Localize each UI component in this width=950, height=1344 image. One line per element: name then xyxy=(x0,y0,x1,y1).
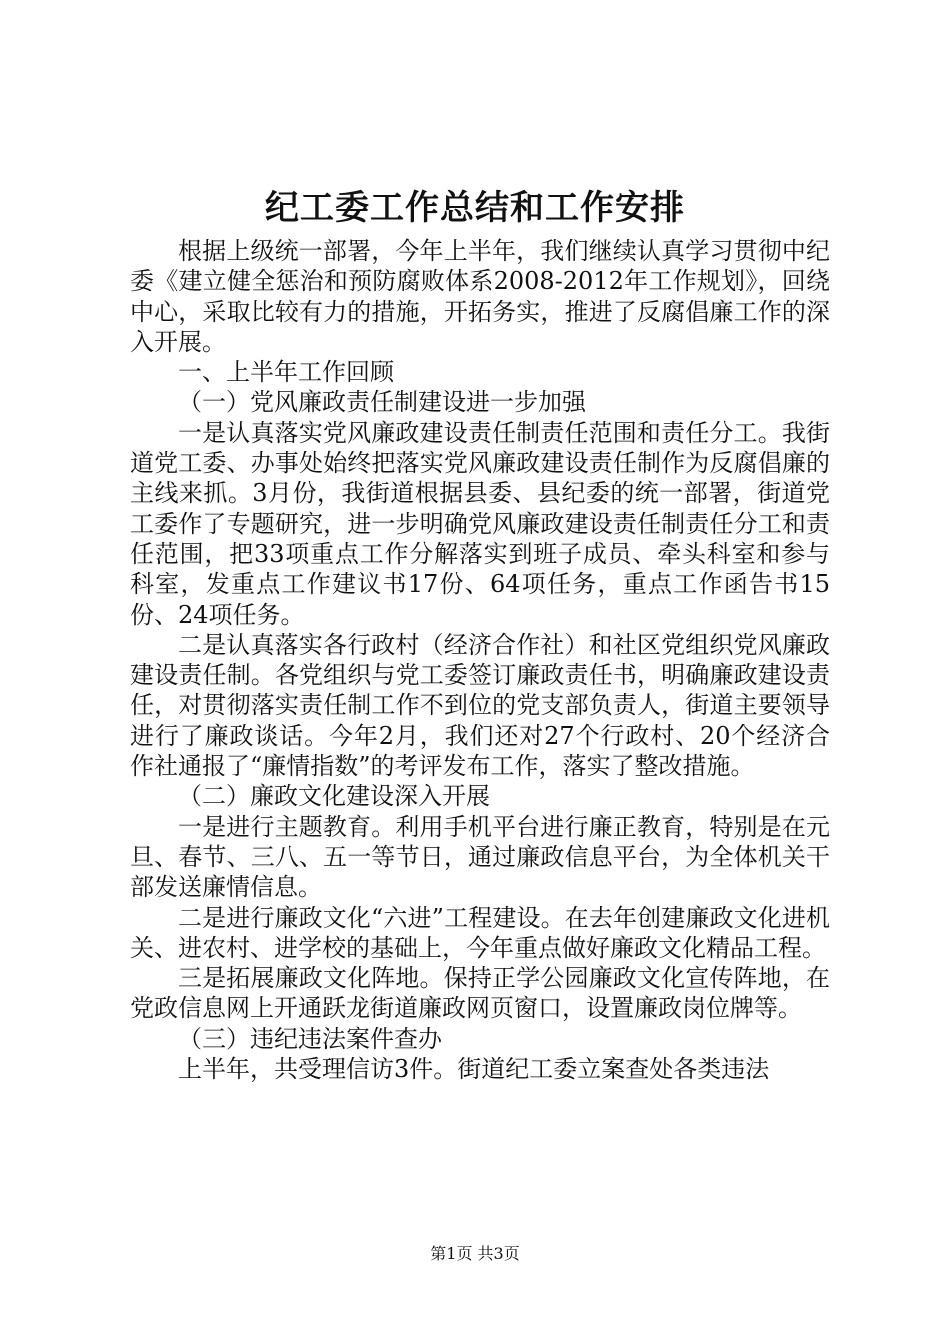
section-heading-review: 一、上半年工作回顾 xyxy=(178,358,394,387)
document-title: 纪工委工作总结和工作安排 xyxy=(265,188,685,228)
page-footer: 第1页 共3页 xyxy=(430,1244,520,1263)
paragraph-item-2-1: 一是进行主题教育。利用手机平台进行廉正教育，特别是在元旦、春节、三八、五一等节日，通过廉政信息平台，为全体机关干部发送廉情信息。 xyxy=(130,812,830,902)
subsection-heading-2: （二）廉政文化建设深入开展 xyxy=(178,782,490,811)
paragraph-intro: 根据上级统一部署，今年上半年，我们继续认真学习贯彻中纪委《建立健全惩治和预防腐败体系2008-2012年工作规划》，回绕中心，采取比较有力的措施，开拓务实，推进了反腐倡廉工作的深入开展。 xyxy=(130,237,830,356)
subsection-heading-3: （三）违纪违法案件查办 xyxy=(178,1024,442,1053)
paragraph-item-1-1: 一是认真落实党风廉政建设责任制责任范围和责任分工。我街道党工委、办事处始终把落实党风廉政建设责任制作为反腐倡廉的主线来抓。3月份，我街道根据县委、县纪委的统一部署，街道党工委作了专题研究，进一步明确党风廉政建设责任制责任分工和责任范围，把33项重点工作分解落实到班子成员、牵头科室和参与科室，发重点工作建议书17份、64项任务，重点工作函告书15份、24项任务。 xyxy=(130,418,830,629)
paragraph-item-1-2: 二是认真落实各行政村（经济合作社）和社区党组织党风廉政建设责任制。各党组织与党工委签订廉政责任书，明确廉政建设责任，对贯彻落实责任制工作不到位的党支部负责人，街道主要领导进行了廉政谈话。今年2月，我们还对27个行政村、20个经济合作社通报了“廉情指数”的考评发布工作，落实了整改措施。 xyxy=(130,630,830,781)
paragraph-item-3-1: 上半年，共受理信访3件。街道纪工委立案查处各类违法 xyxy=(178,1055,770,1084)
document-body xyxy=(130,236,830,1084)
subsection-heading-1: （一）党风廉政责任制建设进一步加强 xyxy=(178,388,586,417)
paragraph-item-2-3: 三是拓展廉政文化阵地。保持正学公园廉政文化宣传阵地，在党政信息网上开通跃龙街道廉政网页窗口，设置廉政岗位牌等。 xyxy=(130,964,830,1023)
paragraph-item-2-2: 二是进行廉政文化“六进”工程建设。在去年创建廉政文化进机关、进农村、进学校的基础上，今年重点做好廉政文化精品工程。 xyxy=(130,903,830,962)
